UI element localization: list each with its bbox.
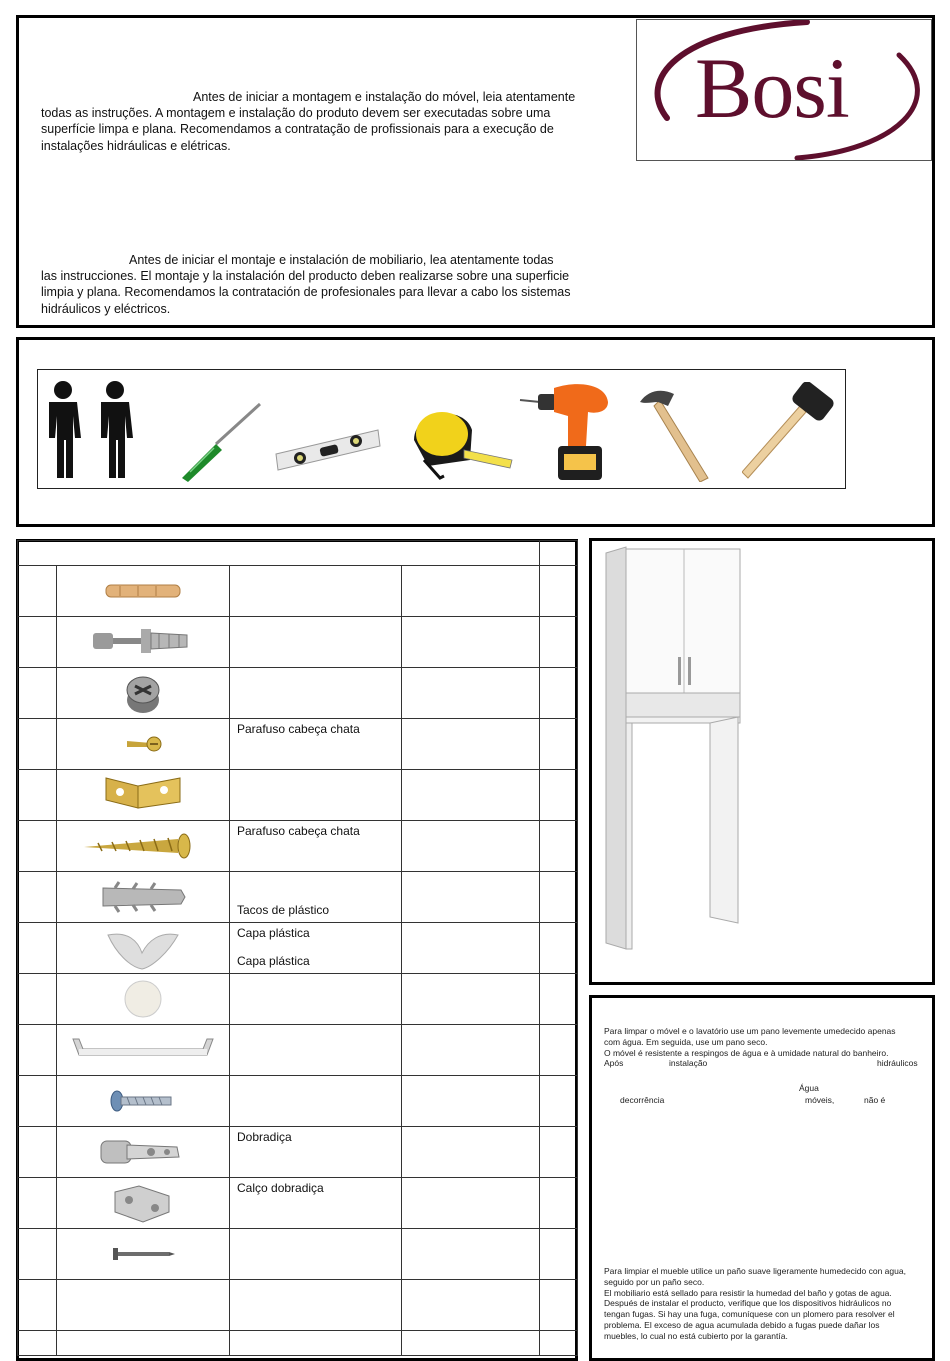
table-row (18, 719, 578, 770)
tape-measure-icon (404, 400, 514, 480)
part-name (230, 1076, 401, 1082)
claw-hammer-icon (638, 388, 718, 482)
round-cap-icon (113, 974, 173, 1024)
cam-lock-icon (113, 668, 173, 718)
table-row (18, 668, 578, 719)
small-screw-icon (113, 719, 173, 769)
long-screw-icon (78, 821, 208, 871)
part-name: Dobradiça (237, 1130, 292, 1144)
part-name (230, 617, 401, 623)
table-row (18, 821, 578, 872)
intro-pt-line-4: instalações hidráulicas e elétricas. (41, 139, 231, 153)
nail-icon (103, 1229, 183, 1279)
part-name (230, 1280, 401, 1286)
care-pt-fragment: Água (799, 1083, 819, 1093)
bosi-logo (636, 19, 932, 161)
spirit-level-icon (274, 424, 382, 474)
care-pt-line-2: com água. Em seguida, use um pano seco. (604, 1036, 768, 1047)
part-name: Parafuso cabeça chata (237, 824, 360, 838)
cam-bolt-icon (83, 617, 203, 667)
intro-pt-line-3: superfície limpa e plana. Recomendamos a contratação de profissionais para a execução de (41, 122, 554, 136)
part-name (230, 770, 401, 776)
care-es-line-4: Después de instalar el producto, verifique que los dispositivos hidráulicos no (604, 1298, 892, 1309)
part-name (230, 1229, 401, 1235)
care-pt-fragment: móveis, (805, 1095, 835, 1105)
intro-es-line-1: Antes de iniciar el montaje e instalación de mobiliario, lea atentamente todas (129, 253, 554, 267)
hinge-plate-icon (103, 1178, 183, 1228)
handle-icon (63, 1025, 223, 1075)
care-es-line-2: seguido por un paño seco. (604, 1276, 705, 1287)
care-pt (604, 1026, 896, 1058)
part-name (230, 566, 401, 572)
table-row (18, 1280, 578, 1331)
care-pt-fragment: decorrência (620, 1095, 665, 1105)
care-pt-fragment: instalação (669, 1058, 708, 1068)
care-es-line-3: El mobiliario está sellado para resistir la humedad del baño y gotas de agua. (604, 1287, 892, 1298)
table-row (18, 974, 578, 1025)
care-pt-fragment: não é (864, 1095, 886, 1105)
intro-pt-line-1: Antes de iniciar a montagem e instalação do móvel, leia atentamente (193, 90, 576, 104)
table-row (18, 617, 578, 668)
care-pt-fragment: Após (604, 1058, 624, 1068)
table-row (18, 872, 578, 923)
care-es (604, 1266, 906, 1342)
intro-es-line-4: hidráulicos y eléctricos. (41, 302, 171, 316)
intro-es-line-3: limpia y plana. Recomendamos la contratación de profesionales para llevar a cabo los sistemas (41, 285, 571, 299)
table-row (18, 1229, 578, 1280)
cordless-drill-icon (518, 376, 614, 484)
parts-table (17, 540, 578, 1356)
screwdriver-icon (176, 400, 266, 484)
part-name: Capa plástica (237, 926, 310, 940)
machine-screw-icon (103, 1076, 183, 1126)
tools-strip (37, 369, 846, 489)
table-row (18, 1076, 578, 1127)
care-es-line-6: problema. El exceso de agua acumulada debido a fugas puede dañar los (604, 1319, 880, 1330)
part-name-2: Capa plástica (237, 954, 310, 968)
cabinet-illustration (600, 545, 760, 955)
care-es-line-1: Para limpiar el mueble utilice un paño suave ligeramente humedecido con agua, (604, 1266, 906, 1276)
care-es-line-7: muebles, lo cual no está cubierto por la garantía. (604, 1330, 788, 1341)
table-row (18, 1178, 578, 1229)
part-name (230, 974, 401, 980)
intro-pt-line-2: todas as instruções. A montagem e instalação do produto devem ser executadas sobre uma (41, 106, 551, 120)
wood-dowel-icon (98, 566, 188, 616)
table-header (18, 541, 540, 566)
wall-plug-icon (93, 872, 193, 922)
care-pt-line-1: Para limpar o móvel e o lavatório use um pano levemente umedecido apenas (604, 1026, 896, 1036)
table-row (18, 923, 578, 974)
table-row (18, 566, 578, 617)
table-row (18, 1127, 578, 1178)
part-name: Calço dobradiça (237, 1181, 324, 1195)
corner-bracket-icon (98, 770, 188, 820)
table-row (18, 1025, 578, 1076)
part-name: Parafuso cabeça chata (237, 722, 360, 736)
part-name: Tacos de plástico (237, 903, 330, 917)
table-row (18, 770, 578, 821)
intro-es-line-2: las instrucciones. El montaje y la instalación del producto deben realizarse sobre una superficie (41, 269, 570, 283)
two-people-icon (41, 378, 141, 482)
part-name (230, 668, 401, 674)
care-pt-line-3: O móvel é resistente a respingos de água e à umidade natural do banheiro. (604, 1047, 889, 1058)
rubber-mallet-icon (742, 382, 842, 482)
care-pt-fragment: hidráulicos (877, 1058, 918, 1068)
logo-wordmark: Bosi (695, 40, 849, 136)
hinge-icon (93, 1127, 193, 1177)
part-name (230, 1025, 401, 1031)
corner-cap-icon (98, 923, 188, 973)
care-es-line-5: tengan fugas. Si hay una fuga, comuníquese con un plomero para resolver el (604, 1309, 895, 1320)
